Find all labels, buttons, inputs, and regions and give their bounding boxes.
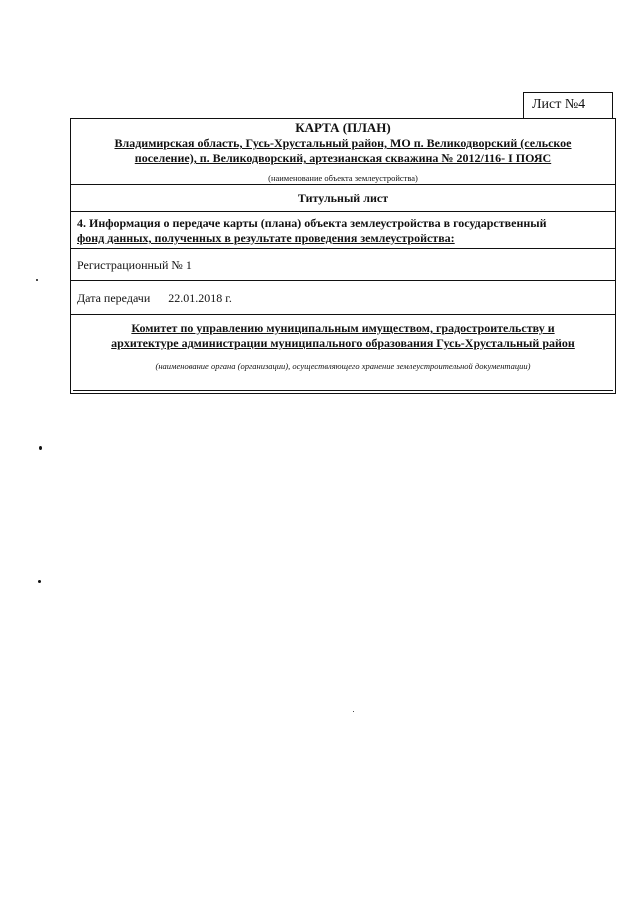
title-section bbox=[71, 119, 615, 185]
object-caption: (наименование объекта землеустройства) bbox=[268, 173, 418, 183]
transfer-date-row bbox=[71, 281, 615, 315]
organization-name-line-2: архитектуре администрации муниципального образования Гусь-Хрустальный район bbox=[111, 336, 575, 350]
object-name-line-2: поселение), п. Великодворский, артезианская скважина № 2012/116- I ПОЯС bbox=[134, 151, 552, 165]
transfer-info-line-1: 4. Информация о передаче карты (плана) объекта землеустройства в государственный bbox=[77, 216, 547, 230]
scan-speck bbox=[353, 711, 354, 712]
organization-name-line-1: Комитет по управлению муниципальным имуществом, градостроительству и bbox=[131, 321, 555, 335]
transfer-date-label: Дата передачи bbox=[77, 291, 151, 305]
registration-number: Регистрационный № 1 bbox=[71, 249, 615, 281]
transfer-date-value: 22.01.2018 г. bbox=[168, 291, 232, 305]
document-title: КАРТА (ПЛАН) bbox=[295, 120, 391, 135]
scan-speck bbox=[38, 580, 41, 583]
scan-speck bbox=[39, 446, 42, 450]
object-name-line-1: Владимирская область, Гусь-Хрустальный район, МО п. Великодворский (сельское bbox=[114, 136, 572, 150]
sheet-number: Лист №4 bbox=[523, 92, 613, 118]
transfer-info-section bbox=[71, 212, 615, 249]
object-name bbox=[71, 136, 615, 166]
organization-name bbox=[71, 321, 615, 351]
title-form bbox=[70, 118, 616, 394]
organization-section bbox=[71, 315, 615, 393]
organization-caption: (наименование органа (организации), осуществляющего хранение землеустроительной документации) bbox=[155, 361, 531, 371]
transfer-info-line-2: фонд данных, полученных в результате проведения землеустройства: bbox=[77, 231, 455, 245]
sheet-type: Титульный лист bbox=[71, 185, 615, 212]
scan-speck bbox=[36, 279, 38, 281]
